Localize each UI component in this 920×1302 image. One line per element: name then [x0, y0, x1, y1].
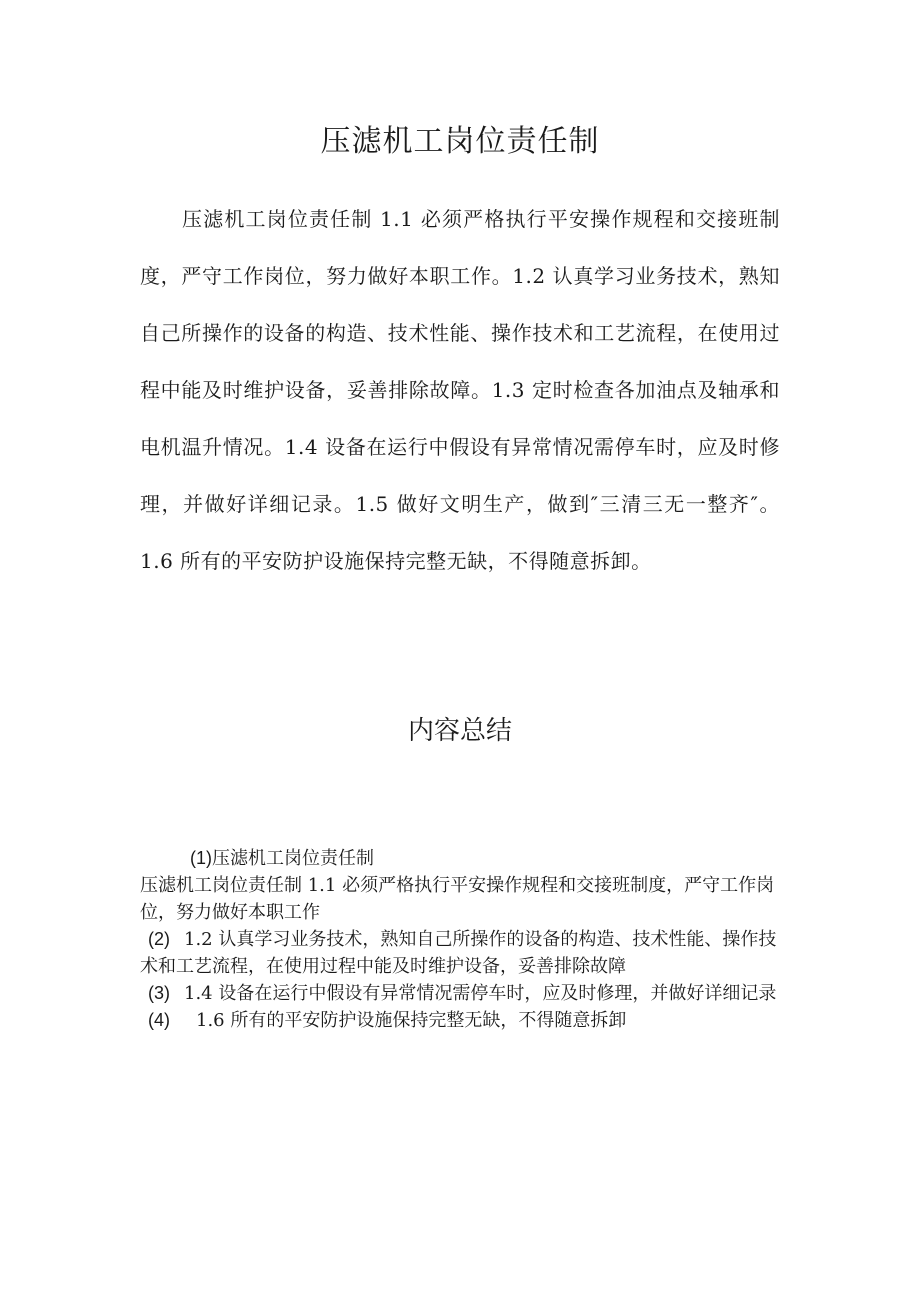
summary-item-2-text: 1.2 认真学习业务技术，熟知自己所操作的设备的构造、技术性能、操作技术和工艺流程，在使用过程中能及时维护设备，妥善排除故障 — [140, 929, 777, 977]
summary-item-1-number: (1) — [190, 848, 212, 868]
summary-item-1-text: 压滤机工岗位责任制 1.1 必须严格执行平安操作规程和交接班制度，严守工作岗位，努力做好本职工作 — [140, 875, 775, 923]
document-title: 压滤机工岗位责任制 — [320, 124, 600, 159]
summary-item-4-number: (4) — [148, 1010, 170, 1030]
summary-item-4-text: 1.6 所有的平安防护设施保持完整无缺，不得随意拆卸 — [196, 1010, 627, 1031]
summary-item-3 — [140, 980, 780, 1007]
summary-list — [140, 845, 780, 1034]
summary-item-2 — [140, 926, 780, 980]
body-paragraph: 压滤机工岗位责任制 1.1 必须严格执行平安操作规程和交接班制度，严守工作岗位，努力做好本职工作。1.2 认真学习业务技术，熟知自己所操作的设备的构造、技术性能、操作技术和工艺流程，在使用过程中能及时维护设备，妥善排除故障。1.3 定时检查各加油点及轴承和电机温升情况。1.4 设备在运行中假设有异常情况需停车时，应及时修理，并做好详细记录。1.5 做好文明生产，做到″三清三无一整齐″。1.6 所有的平安防护设施保持完整无缺，不得随意拆卸。 — [140, 207, 780, 573]
summary-item-2-number: (2) — [148, 929, 170, 949]
summary-item-1-heading: 压滤机工岗位责任制 — [212, 848, 374, 869]
summary-heading: 内容总结 — [407, 716, 512, 746]
summary-item-3-number: (3) — [148, 983, 170, 1003]
summary-item-1 — [140, 845, 780, 926]
summary-item-4 — [140, 1007, 780, 1034]
summary-item-3-text: 1.4 设备在运行中假设有异常情况需停车时，应及时修理，并做好详细记录 — [184, 983, 777, 1004]
